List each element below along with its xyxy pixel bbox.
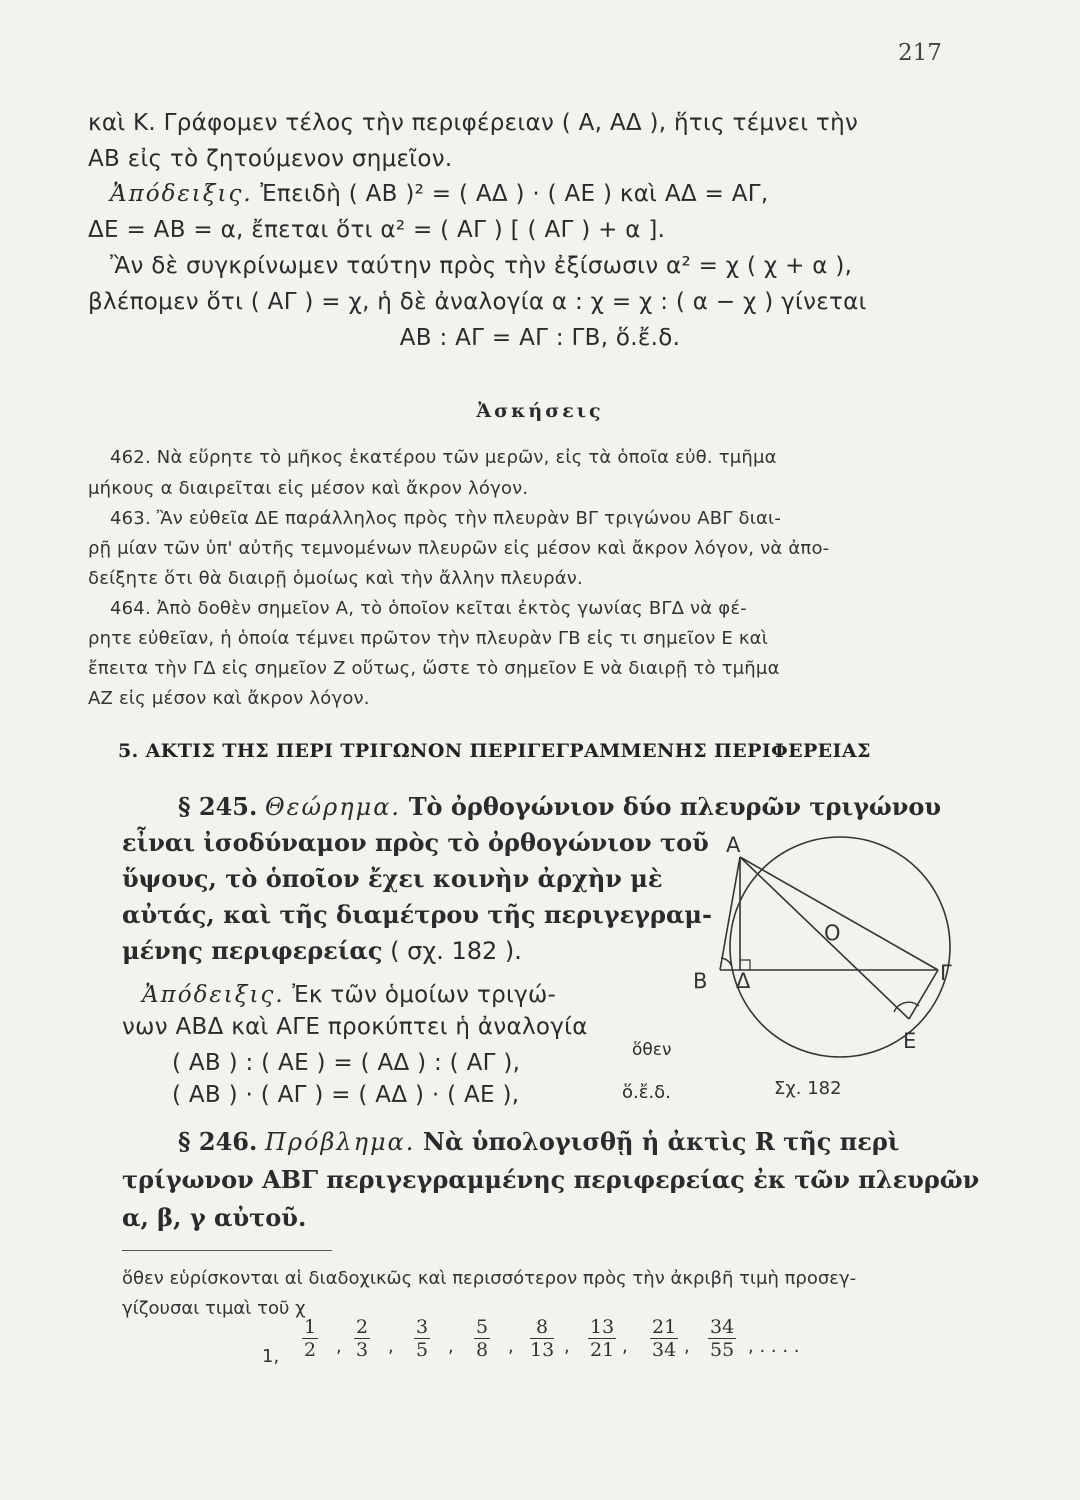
theorem-line-4: αὐτάς, καὶ τῆς διαμέτρου τῆς περιγεγραμ-: [122, 900, 712, 929]
fraction-numerator: 8: [530, 1316, 554, 1339]
exercise-line-6: 464. Ἀπὸ δοθὲν σημεῖον Α, τὸ ὁποῖον κεῖται ἐκτὸς γωνίας ΒΓΔ νὰ φέ-: [110, 598, 747, 619]
fraction-denominator: 34: [652, 1339, 677, 1361]
problem-line-1: [178, 1127, 899, 1156]
page-number: 217: [898, 40, 942, 66]
fraction-denominator: 8: [476, 1339, 489, 1361]
fraction-numerator: 3: [416, 1316, 429, 1338]
label-O: Ο: [824, 921, 841, 945]
fraction-4: [474, 1316, 490, 1361]
fraction-5: [530, 1316, 554, 1361]
fraction-separator: ,: [564, 1336, 570, 1357]
theorem-proof-eq-1: ( ΑΒ ) : ( ΑΕ ) = ( ΑΔ ) : ( ΑΓ ),: [172, 1050, 521, 1076]
theorem-proof-hothen: ὅθεν: [632, 1040, 672, 1060]
footnote-first-value: 1,: [262, 1346, 280, 1367]
theorem-proof-qed: ὅ.ἔ.δ.: [622, 1082, 671, 1103]
fraction-3: [414, 1316, 430, 1361]
theorem-first: Τὸ ὀρθογώνιον δύο πλευρῶν τριγώνου: [408, 792, 942, 821]
side-AG: [740, 857, 938, 970]
exercise-line-2: μήκους α διαιρεῖται εἰς μέσον καὶ ἄκρον λόγον.: [88, 478, 529, 499]
figure-caption: Σχ. 182: [774, 1078, 842, 1099]
footnote-ellipsis: , . . . .: [748, 1336, 800, 1357]
theorem-proof-eq-2: ( ΑΒ ) · ( ΑΓ ) = ( ΑΔ ) · ( ΑΕ ),: [172, 1082, 520, 1108]
proof-line-5: βλέπομεν ὅτι ( ΑΓ ) = χ, ἡ δὲ ἀναλογία α : χ = χ : ( α − χ ) γίνεται: [88, 289, 867, 315]
proof-apodeixis-line: [110, 181, 769, 207]
problem-label: Πρόβλημα.: [265, 1128, 416, 1156]
label-G: Γ: [940, 961, 952, 985]
fraction-8: [708, 1316, 736, 1361]
exercise-line-5: δείξητε ὅτι θὰ διαιρῇ ὁμοίως καὶ τὴν ἄλλην πλευράν.: [88, 568, 583, 589]
apodeixis-text: Ἐπειδὴ ( ΑΒ )² = ( ΑΔ ) · ( ΑΕ ) καὶ ΑΔ = ΑΓ,: [252, 181, 769, 207]
fraction-separator: ,: [508, 1336, 514, 1357]
section-heading: 5. ΑΚΤΙΣ ΤΗΣ ΠΕΡΙ ΤΡΙΓΩΝΟΝ ΠΕΡΙΓΕΓΡΑΜΜΕΝΗΣ ΠΕΡΙΦΕΡΕΙΑΣ: [118, 740, 871, 762]
fraction-numerator: 2: [356, 1316, 369, 1338]
theorem-proof-line-1: [142, 982, 556, 1008]
segment-GE: [909, 970, 938, 1019]
theorem-number: § 245.: [178, 792, 258, 821]
fraction-separator: ,: [448, 1336, 454, 1357]
fraction-numerator: 5: [476, 1316, 489, 1338]
problem-number: § 246.: [178, 1127, 258, 1156]
fraction-denominator: 5: [416, 1339, 429, 1361]
proof-line-4: Ἂν δὲ συγκρίνωμεν ταύτην πρὸς τὴν ἐξίσωσιν α² = χ ( χ + α ),: [110, 253, 853, 279]
problem-line-3: α, β, γ αὐτοῦ.: [122, 1203, 307, 1232]
fraction-6: [588, 1316, 616, 1361]
theorem-label: Θεώρημα.: [265, 793, 402, 821]
fraction-numerator: 1: [304, 1316, 317, 1338]
theorem-proof-line-2: νων ΑΒΔ καὶ ΑΓΕ προκύπτει ἡ ἀναλογία: [122, 1014, 588, 1040]
fraction-separator: ,: [622, 1336, 628, 1357]
problem-line-2: τρίγωνον ΑΒΓ περιγεγραμμένης περιφερείας ἐκ τῶν πλευρῶν: [122, 1165, 980, 1194]
fraction-numerator: 13: [590, 1316, 615, 1338]
fraction-numerator: 34: [710, 1316, 735, 1338]
theorem-proof-label: Ἀπόδειξις.: [142, 982, 285, 1008]
proof-line-1: καὶ Κ. Γράφομεν τέλος τὴν περιφέρειαν ( Α, ΑΔ ), ἥτις τέμνει τὴν: [88, 110, 859, 136]
fraction-1: [302, 1316, 318, 1361]
fraction-denominator: 3: [356, 1339, 369, 1361]
proof-line-3: ΔΕ = ΑΒ = α, ἔπεται ὅτι α² = ( ΑΓ ) [ ( ΑΓ ) + α ].: [88, 217, 666, 243]
fraction-denominator: 55: [710, 1339, 735, 1361]
proof-conclusion: ΑΒ : ΑΓ = ΑΓ : ΓΒ, ὅ.ἔ.δ.: [399, 325, 681, 351]
theorem-last-bold: μένης περιφερείας: [122, 936, 383, 965]
fraction-denominator: 13: [530, 1339, 555, 1361]
theorem-line-3: ὕψους, τὸ ὁποῖον ἔχει κοινὴν ἀρχὴν μὲ: [122, 864, 663, 893]
fraction-7: [650, 1316, 678, 1361]
footnote-line-2: γίζουσαι τιμαὶ τοῦ χ: [122, 1298, 306, 1319]
fraction-denominator: 21: [590, 1339, 615, 1361]
proof-line-2: ΑΒ εἰς τὸ ζητούμενον σημεῖον.: [88, 146, 453, 172]
theorem-proof-text: Ἐκ τῶν ὁμοίων τριγώ-: [284, 982, 557, 1008]
exercise-line-4: ρῇ μίαν τῶν ὑπ' αὐτῆς τεμνομένων πλευρῶν εἰς μέσον καὶ ἄκρον λόγον, νὰ ἀπο-: [88, 538, 830, 559]
label-A: Α: [726, 833, 741, 857]
fraction-denominator: 2: [304, 1339, 317, 1361]
problem-first: Νὰ ὑπολογισθῇ ἡ ἀκτὶς R τῆς περὶ: [423, 1127, 900, 1156]
exercise-line-1: 462. Νὰ εὕρητε τὸ μῆκος ἑκατέρου τῶν μερῶν, εἰς τὰ ὁποῖα εὐθ. τμῆμα: [110, 447, 777, 468]
footnote-line-1: ὅθεν εὑρίσκονται αἱ διαδοχικῶς καὶ περισσότερον πρὸς τὴν ἀκριβῆ τιμὴ προσεγ-: [122, 1268, 857, 1289]
footnote-rule: [122, 1250, 332, 1251]
figure-182: [690, 830, 980, 1100]
label-E: Ε: [903, 1029, 917, 1053]
fraction-separator: ,: [684, 1336, 690, 1357]
exercise-line-8: ἔπειτα τὴν ΓΔ εἰς σημεῖον Ζ οὕτως, ὥστε τὸ σημεῖον Ε νὰ διαιρῇ τὸ τμῆμα: [88, 658, 780, 679]
fraction-separator: ,: [336, 1336, 342, 1357]
exercise-line-9: ΑΖ εἰς μέσον καὶ ἄκρον λόγον.: [88, 688, 370, 709]
apodeixis-label: Ἀπόδειξις.: [110, 181, 253, 207]
fraction-numerator: 21: [652, 1316, 677, 1338]
theorem-line-1: [178, 792, 941, 821]
label-B: Β: [693, 969, 708, 993]
theorem-figure-ref: ( σχ. 182 ).: [382, 937, 522, 965]
theorem-line-2: εἶναι ἰσοδύναμον πρὸς τὸ ὀρθογώνιον τοῦ: [122, 828, 709, 857]
fraction-separator: ,: [388, 1336, 394, 1357]
exercises-heading: Ἀσκήσεις: [476, 400, 604, 422]
theorem-line-5: [122, 936, 522, 965]
label-D: Δ: [736, 969, 751, 993]
exercise-line-3: 463. Ἂν εὐθεῖα ΔΕ παράλληλος πρὸς τὴν πλευρὰν ΒΓ τριγώνου ΑΒΓ διαι-: [110, 508, 782, 529]
fraction-2: [354, 1316, 370, 1361]
exercise-line-7: ρητε εὐθεῖαν, ἡ ὁποία τέμνει πρῶτον τὴν πλευρὰν ΓΒ εἰς τι σημεῖον Ε καὶ: [88, 628, 769, 649]
